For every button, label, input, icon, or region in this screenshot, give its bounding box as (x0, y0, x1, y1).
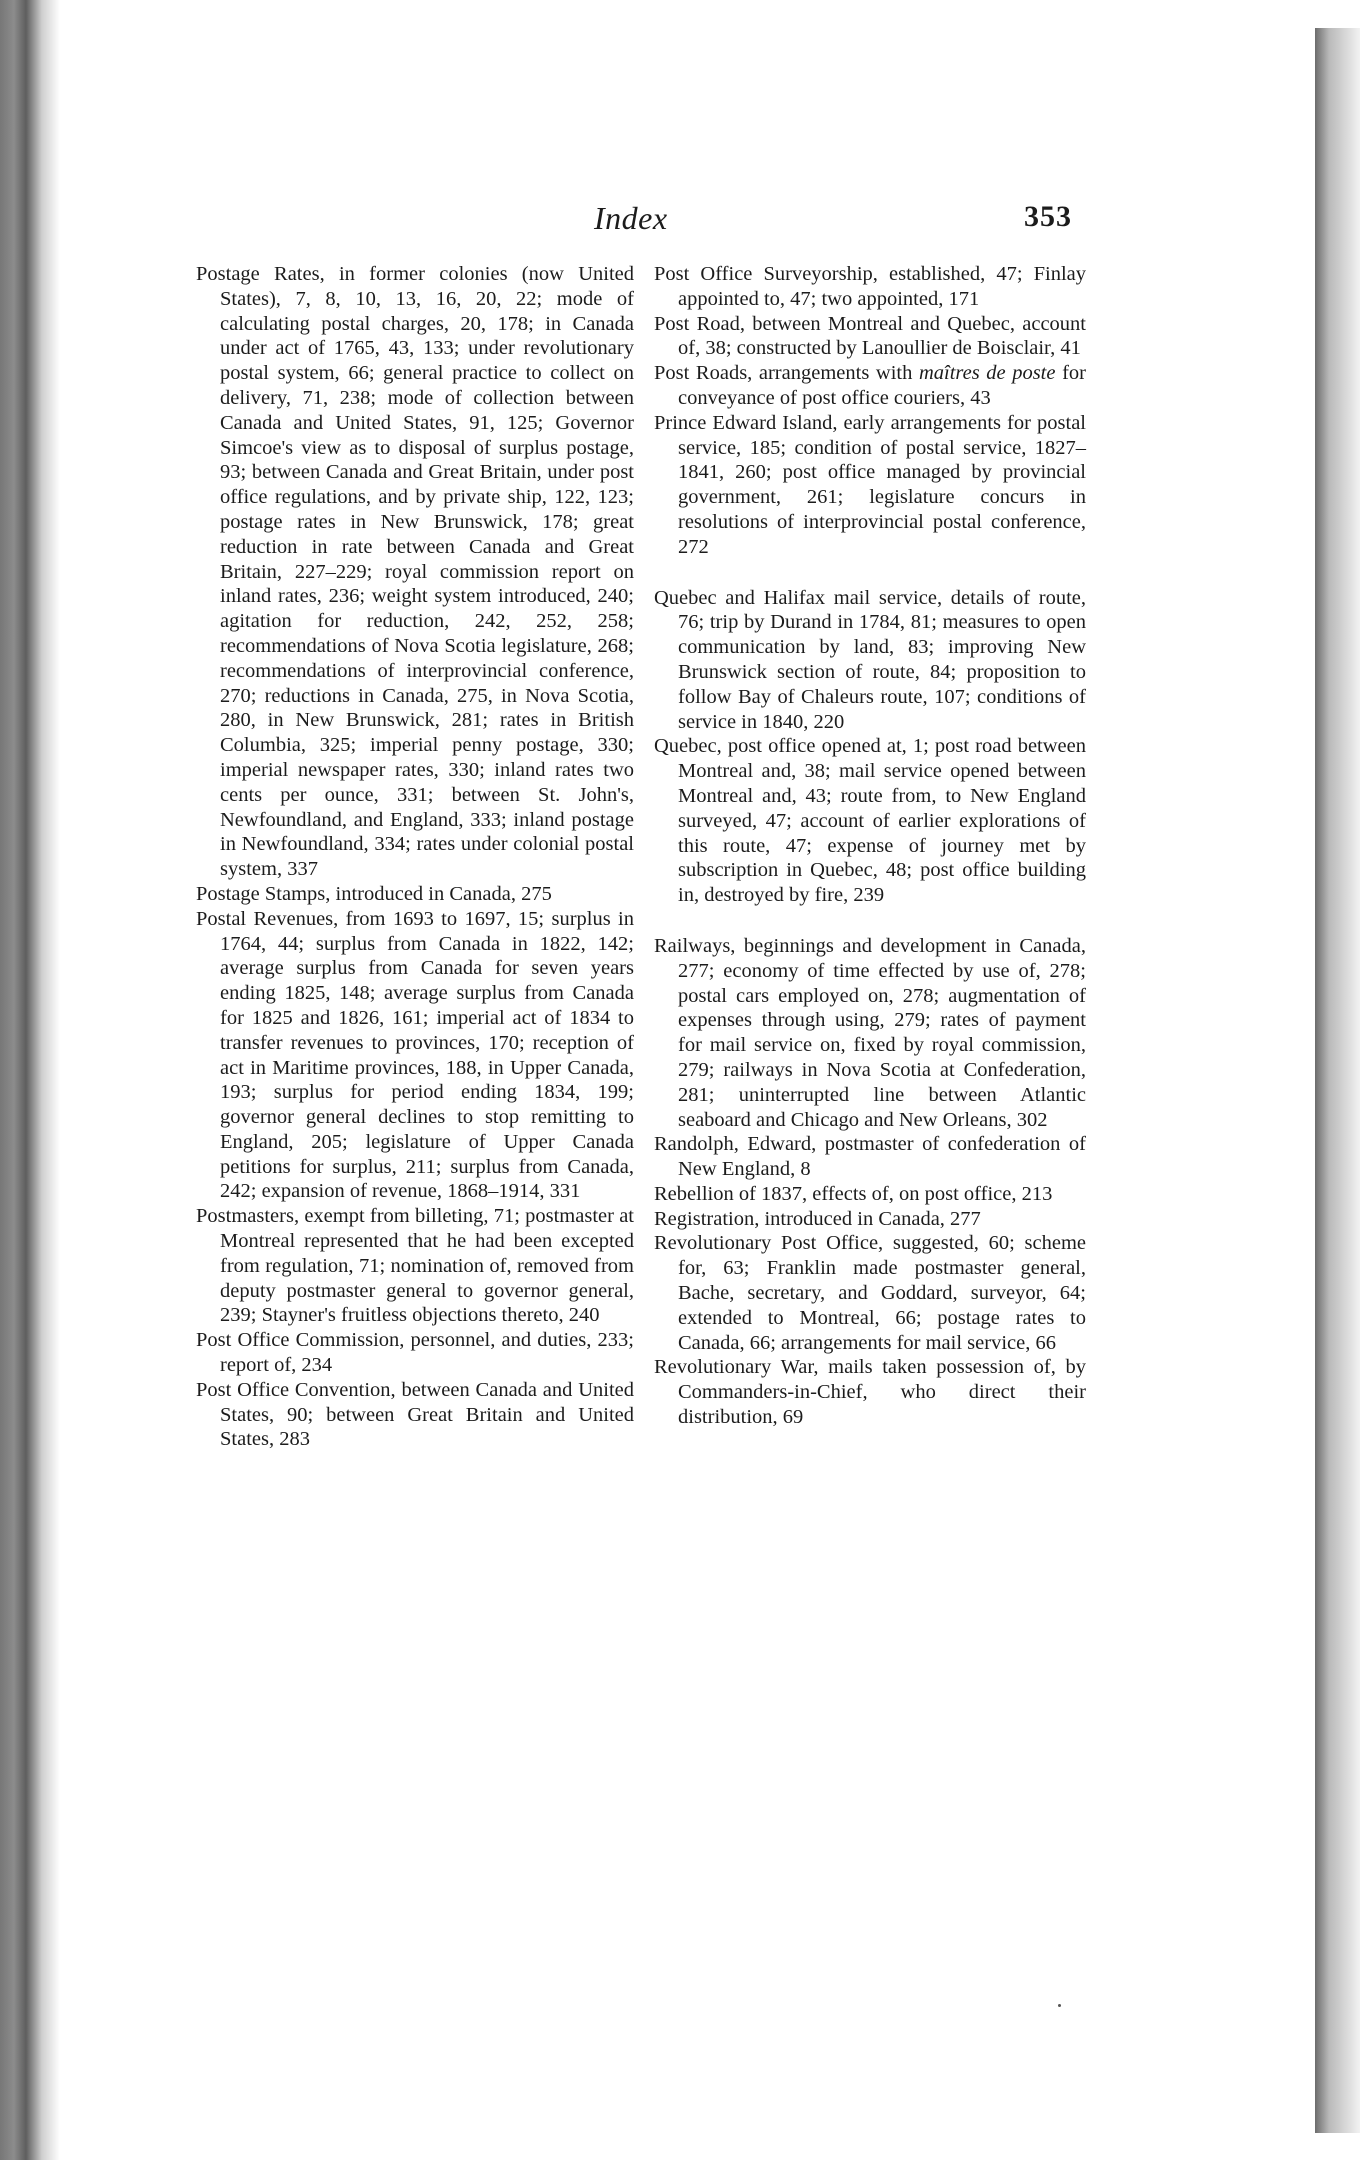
letter-group-gap (654, 908, 1086, 934)
index-entry: Registration, introduced in Canada, 277 (654, 1207, 981, 1230)
index-entry: Revolutionary Post Office, suggested, 60; scheme for, 63; Franklin made postmaster general, Bache, secretary, and Goddard, surveyor, 64; extended to Montreal, 66; postage rates to Canada, 66; arrangements for mail service, 66 (654, 1232, 1086, 1354)
book-spine-shadow (0, 0, 60, 2160)
index-entry: Randolph, Edward, postmaster of confederation of New England, 8 (654, 1133, 1086, 1181)
page-number: 353 (1024, 200, 1072, 233)
index-entry-post-roads (654, 361, 1086, 411)
index-entry: Post Office Surveyorship, established, 47; Finlay appointed to, 47; two appointed, 171 (654, 263, 1086, 310)
italic-term: maîtres de poste (918, 362, 1056, 385)
index-column-left (196, 262, 634, 1452)
index-entry: Postal Revenues, from 1693 to 1697, 15; surplus in 1764, 44; surplus from Canada in 1822, 142; average surplus from Canada for seven years ending 1825, 148; average surplus from Canada for 1825 and 1826, 161; imperial act of 1834 to transfer revenues to provinces, 170; reception of act in Maritime provinces, 188, in Upper Canada, 193; surplus for period ending 1834, 199; governor general declines to stop remitting to England, 205; legislature of Upper Canada petitions for surplus, 211; surplus from Canada, 242; expansion of revenue, 1868–1914, 331 (196, 907, 634, 1203)
page-title: Index (594, 200, 668, 236)
letter-group-gap (654, 560, 1086, 586)
index-entry: Post Office Commission, personnel, and duties, 233; report of, 234 (196, 1329, 634, 1377)
index-entry: Post Office Convention, between Canada and United States, 90; between Great Britain and United States, 283 (196, 1378, 634, 1451)
index-entry: Quebec and Halifax mail service, details of route, 76; trip by Durand in 1784, 81; measures to open communication by land, 83; improving New Brunswick section of route, 84; proposition to follow Bay of Chaleurs route, 107; conditions of service in 1840, 220 (654, 586, 1086, 733)
index-entry: Prince Edward Island, early arrangements for postal service, 185; condition of postal service, 1827–1841, 260; post office managed by provincial government, 261; legislature concurs in resolutions of interprovincial postal conference, 272 (654, 411, 1086, 558)
index-entry: Railways, beginnings and development in Canada, 277; economy of time effected by use of, 278; postal cars employed on, 278; augmentation of expenses through using, 279; rates of payment for mail service on, fixed by royal commission, 279; railways in Nova Scotia at Confederation, 281; uninterrupted line between Atlantic seaboard and Chicago and New Orleans, 302 (654, 934, 1086, 1131)
index-entry: Revolutionary War, mails taken possession of, by Commanders-in-Chief, who direct their distribution, 69 (654, 1356, 1086, 1429)
paper-speck (1058, 2004, 1061, 2007)
index-column-right (654, 262, 1086, 1430)
index-entry: Postage Stamps, introduced in Canada, 275 (196, 882, 552, 905)
page-corner (1315, 0, 1360, 28)
entry-text: Post Roads, arrangements with (654, 362, 919, 385)
entry-text: for conveyance of post office couriers, 43 (678, 362, 1086, 409)
running-head (0, 200, 1360, 240)
index-entry: Postage Rates, in former colonies (now United States), 7, 8, 10, 13, 16, 20, 22; mode of calculating postal charges, 20, 178; in Canada under act of 1765, 43, 133; under revolutionary postal system, 66; general practice to collect on delivery, 71, 238; mode of collection between Canada and United States, 91, 125; Governor Simcoe's view as to disposal of surplus postage, 93; between Canada and Great Britain, under post office regulations, and by private ship, 122, 123; postage rates in New Brunswick, 178; great reduction in rate between Canada and Great Britain, 227–229; royal commission report on inland rates, 236; weight system introduced, 240; agitation for reduction, 242, 252, 258; recommendations of Nova Scotia legislature, 268; recommendations of interprovincial conference, 270; reductions in Canada, 275, in Nova Scotia, 280, in New Brunswick, 281; rates in British Columbia, 325; imperial penny postage, 330; imperial newspaper rates, 330; inland rates two cents per ounce, 331; between St. John's, Newfoundland, and England, 333; inland postage in Newfoundland, 334; rates under colonial postal system, 337 (196, 263, 634, 881)
index-entry: Rebellion of 1837, effects of, on post office, 213 (654, 1182, 1053, 1205)
index-entry: Quebec, post office opened at, 1; post road between Montreal and, 38; mail service opened between Montreal and, 43; route from, to New England surveyed, 47; account of earlier explorations of this route, 47; expense of journey met by subscription in Quebec, 48; post office building in, destroyed by fire, 239 (654, 735, 1086, 907)
page-edge-shadow (1315, 28, 1360, 2133)
index-entry: Post Road, between Montreal and Quebec, account of, 38; constructed by Lanoullier de Boisclair, 41 (654, 312, 1086, 360)
index-entry: Postmasters, exempt from billeting, 71; postmaster at Montreal represented that he had been excepted from regulation, 71; nomination of, removed from deputy postmaster general to governor general, 239; Stayner's fruitless objections thereto, 240 (196, 1205, 634, 1327)
